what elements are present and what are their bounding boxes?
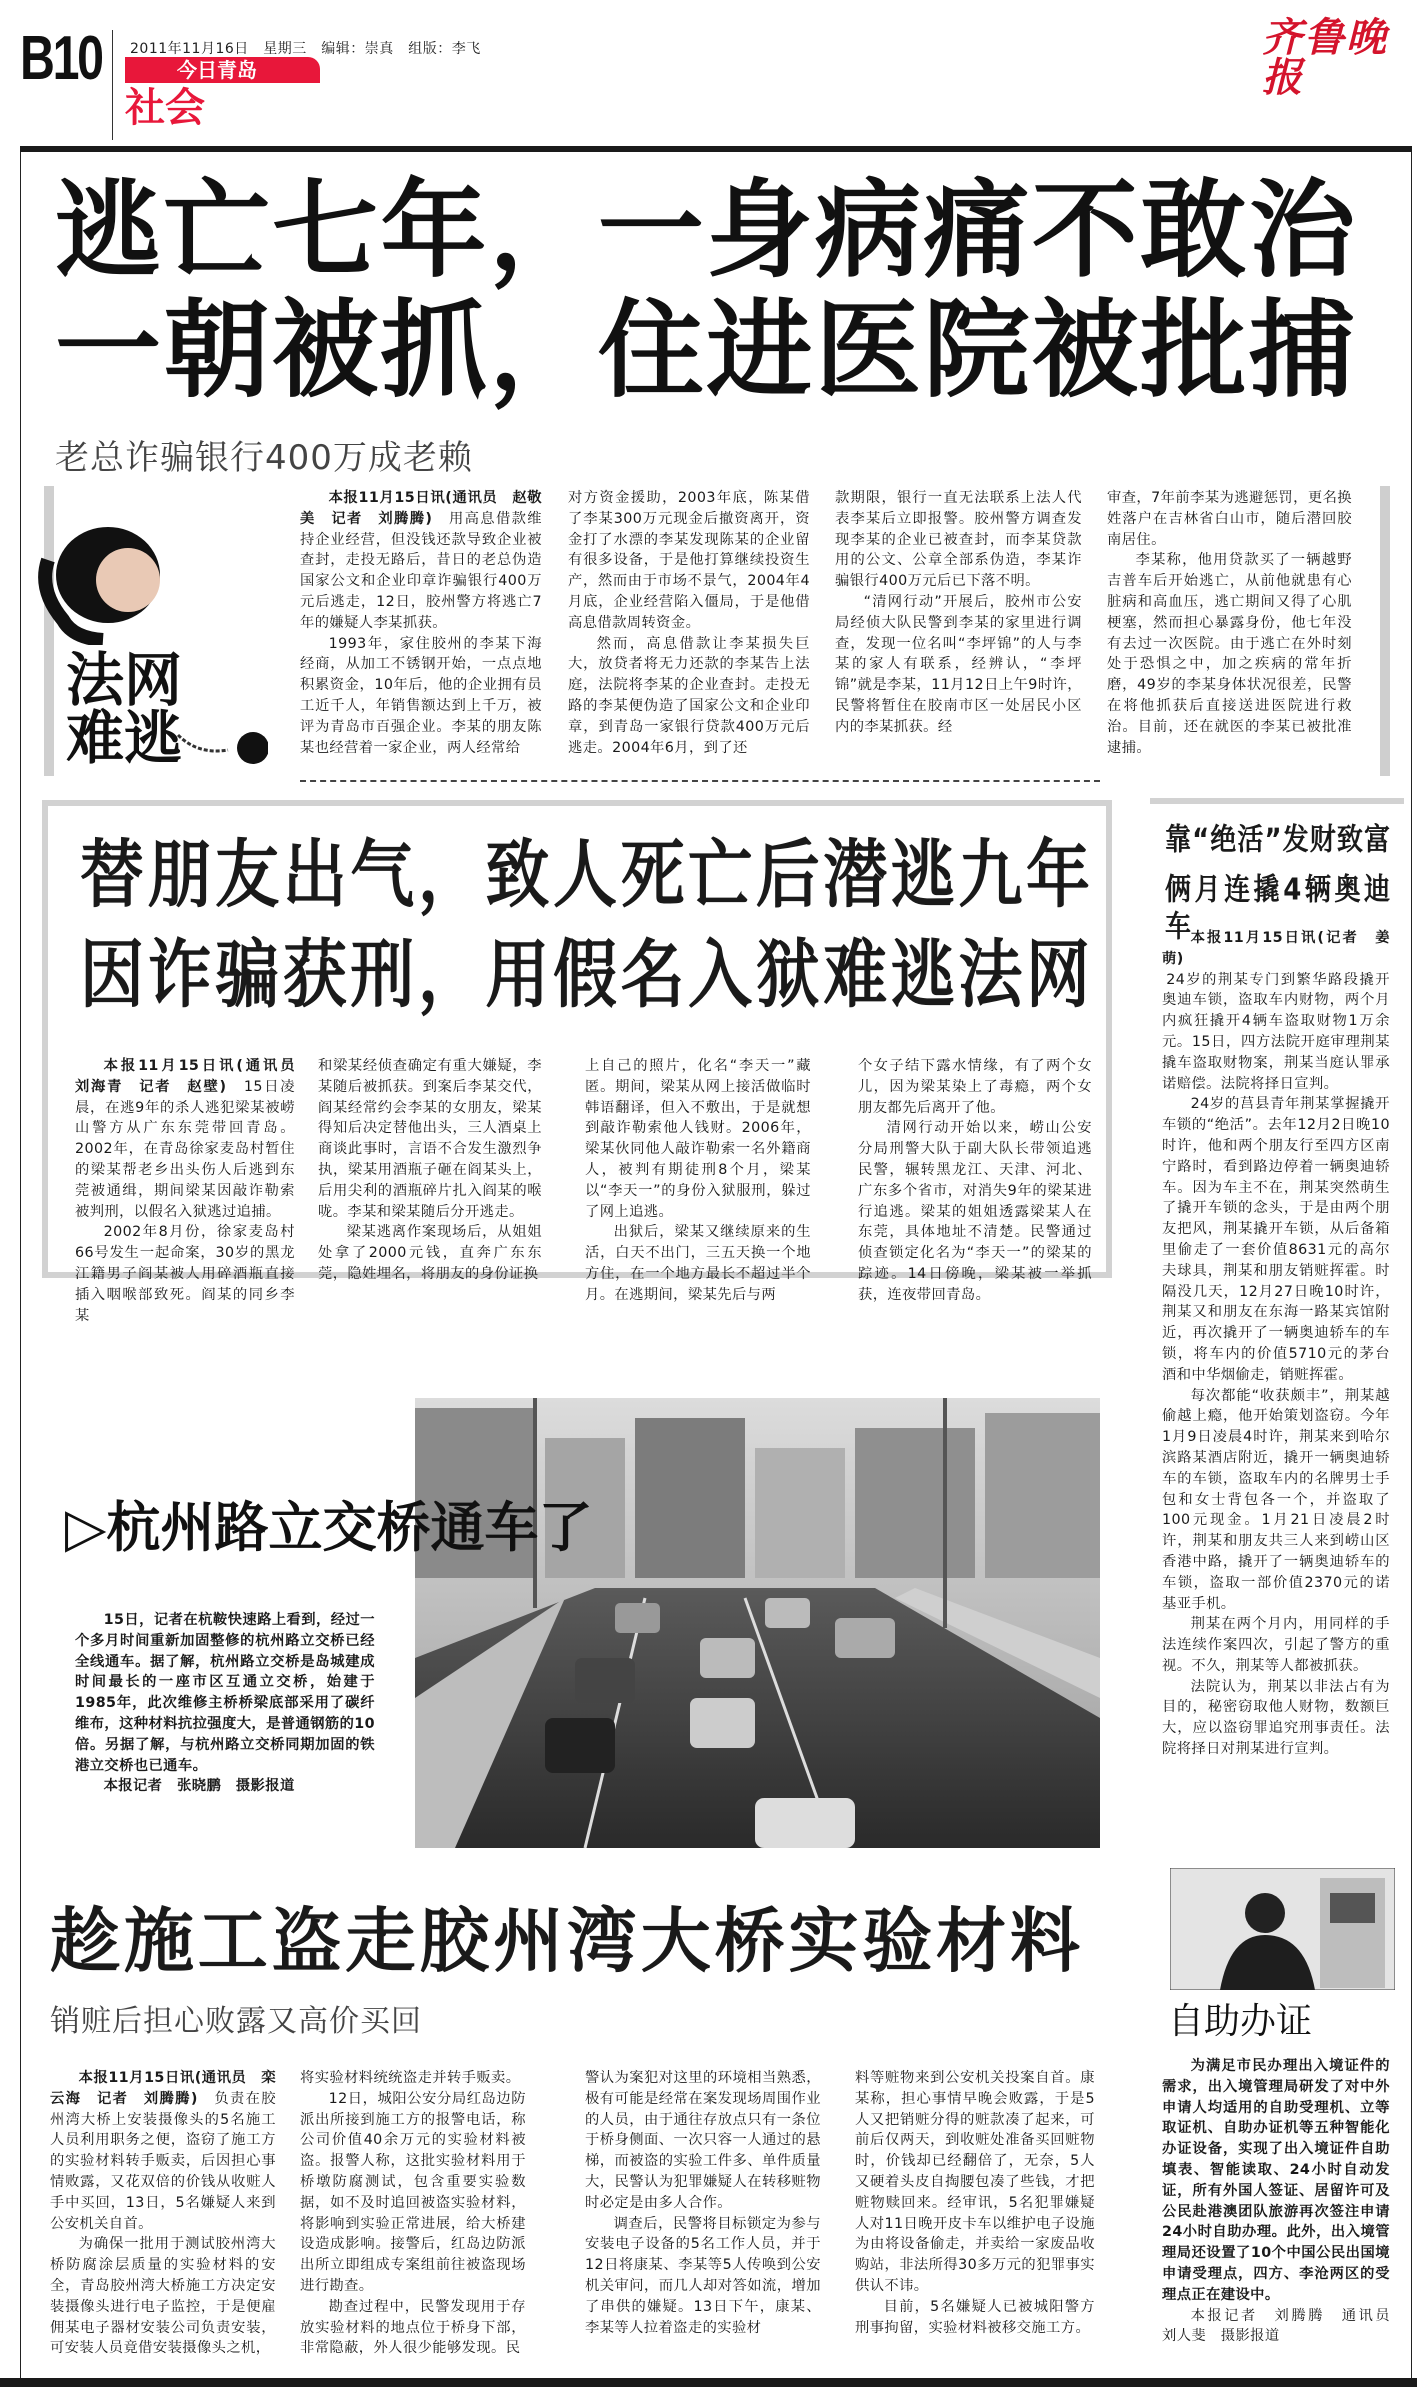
paragraph: 李某称，他用贷款买了一辆越野吉普车后开始逃亡，从前他就患有心脏病和高血压，逃亡期间又得了心肌梗塞，然而担心暴露身份，他七年没有去过一次医院。由于逃亡在外时刻处于恐惧之中，加之疾病的常年折磨，49岁的李某身体状况很差，民警在将他抓获后直接送进医院进行救治。目前，还在就医的李某已被批准逮捕。 [1107, 552, 1352, 756]
svg-text:法网: 法网 [66, 646, 183, 714]
paragraph: 荆某在两个月内，用同样的手法连续作案四次，引起了警方的重视。不久，荆某等人都被抓获。 [1162, 1616, 1390, 1674]
article4-column-1 [50, 2068, 276, 2359]
svg-text:难逃: 难逃 [66, 704, 183, 765]
article1-column-4 [1107, 488, 1352, 758]
article2-column-1 [75, 1056, 310, 1326]
photo-caption: 15日，记者在杭鞍快速路上看到，经过一个多月时间重新加固整修的杭州路立交桥已经全线通车。据了解，杭州路立交桥是岛城建成时间最长的一座市区互通立交桥，始建于1985年，此次维修主桥桥梁底部采用了碳纤维布，这种材料抗拉强度大，是普通钢筋的10倍。另据了解，与杭州路立交桥同期加固的铁港立交桥也已通车。 [75, 1612, 375, 1774]
paragraph: 审查，7年前李某为逃避惩罚，更名换姓落户在吉林省白山市，随后潜回胶南居住。 [1107, 490, 1352, 548]
paragraph: 负责在胶州湾大桥上安装摄像头的5名施工人员利用职务之便，盗窃了施工方的实验材料转手贩卖，后因担心事情败露，又花双倍的价钱从收赃人手中买回，13日，5名嫌疑人来到公安机关自首。 [50, 2090, 276, 2232]
decor-bar-right [1380, 486, 1390, 776]
self-service-title: 自助办证 [1168, 2001, 1313, 2042]
article1-column-1 [300, 488, 542, 758]
paragraph: 然而，高息借款让李某损失巨大，放贷者将无力还款的李某告上法庭，法院将李某的企业查封。走投无路的李某便伪造了国家公文和企业印章，到青岛一家银行贷款400万元后逃走。2004年6月，到了还 [568, 635, 810, 756]
paragraph: 每次都能“收获颇丰”，荆某越偷越上瘾，他开始策划盗窃。今年1月9日凌晨4时许，荆某来到哈尔滨路某酒店附近，撬开一辆奥迪轿车的车锁，盗取车内的名牌男士手包和女士背包各一个，并盗取了100元现金。1月21日凌晨2时许，荆某和朋友共三人来到崂山区香港中路，撬开了一辆奥迪轿车的车锁，盗取一部价值2370元的诺基亚手机。 [1162, 1387, 1390, 1612]
paragraph: 料等赃物来到公安机关投案自首。康某称，担心事情早晚会败露，于是5人又把销赃分得的赃款凑了起来，可前后仅两天，到收赃处准备买回赃物时，价钱却已经翻倍了，无奈，5人又硬着头皮自掏腰包凑了些钱，才把赃物赎回来。经审讯，5名犯罪嫌疑人对11日晚开皮卡车以维护电子设施为由将设备偷走，并卖给一家废品收购站，非法所得30多万元的犯罪事实供认不讳。 [855, 2070, 1095, 2294]
article1-column-2 [568, 488, 810, 758]
paragraph: 12日，城阳公安分局红岛边防派出所接到施工方的报警电话，称公司价值40余万元的实验材料被盗。报警人称，这批实验材料用于桥墩防腐测试，包含重要实验数据，如不及时追回被盗实验材料，将影响到实验正常进展，给大桥建设造成影响。接警后，红岛边防派出所立即组成专案组前往被盗现场进行勘查。 [300, 2090, 526, 2294]
paragraph: 1993年，家住胶州的李某下海经商，从加工不锈钢开始，一点点地积累资金，10年后，他的企业拥有员工近千人，年销售额达到上千万，被评为青岛市百强企业。李某的朋友陈某也经营着一家企业，两人经常给 [300, 635, 542, 756]
paragraph: 目前，5名嫌疑人已被城阳警方刑事拘留，实验材料被移交施工方。 [855, 2298, 1095, 2336]
paragraph: 对方资金援助，2003年底，陈某借了李某300万元现金后撤资离开，资金打了水漂的李某发现陈某的企业留有很多设备，于是他打算继续投资生产，然而由于市场不景气，2004年4月底，企业经营陷入僵局，于是他借高息借款周转资金。 [568, 490, 810, 631]
sidebar-byline: 本报11月15日讯(记者 姜萌) [1162, 930, 1390, 967]
self-service-body [1162, 2056, 1405, 2347]
article1-byline: 本报11月15日讯(通讯员 赵敬美 记者 刘腾腾) [300, 490, 542, 527]
photo-credit: 本报记者 刘腾腾 通讯员 刘人斐 摄影报道 [1162, 2307, 1405, 2345]
article2-headline-line2: 因诈骗获刑，用假名入狱难逃法网 [80, 933, 1090, 1019]
frame-left [20, 152, 21, 2380]
paragraph: 梁某逃离作案现场后，从姐姐处拿了2000元钱，直奔广东东莞，隐姓埋名，将朋友的身份证换 [318, 1224, 542, 1282]
section-divider [300, 780, 1100, 782]
article2-headline-line1: 替朋友出气，致人死亡后潜逃九年 [80, 833, 1090, 919]
article4-byline: 本报11月15日讯(通讯员 栾云海 记者 刘腾腾) [50, 2070, 276, 2107]
paragraph: 出狱后，梁某又继续原来的生活，白天不出门，三五天换一个地方住，在一个地方最长不超过半个月。在逃期间，梁某先后与两 [585, 1224, 811, 1303]
paragraph: 24岁的莒县青年荆某掌握撬开车锁的“绝活”。去年12月2日晚10时许，他和两个朋友行至四方区南宁路时，看到路边停着一辆奥迪轿车。因为车主不在，荆某突然萌生了撬开车锁的念头，于是由两个朋友把风，荆某撬开车锁，从后备箱里偷走了一套价值8631元的高尔夫球具，荆某和朋友销赃挥霍。时隔没几天，12月27日晚10时许，荆某又和朋友在东海一路某宾馆附近，再次撬开了一辆奥迪轿车的车锁，将车内的价值5710元的茅台酒和中华烟偷走，销赃挥霍。 [1162, 1096, 1390, 1383]
photo-story-caption-block [75, 1610, 375, 1797]
section-title: 社会 [125, 85, 205, 131]
article4-column-3 [585, 2068, 821, 2338]
paragraph: 15日凌晨，在逃9年的杀人逃犯梁某被崂山警方从广东东莞带回青岛。2002年，在青岛徐家麦岛村暂住的梁某帮老乡出头伤人后逃到东莞被通缉，期间梁某因敲诈勒索被判刑，以假名入狱逃过追捕。 [75, 1078, 295, 1220]
article1-headline-line2: 一朝被抓，住进医院被批捕 [55, 289, 1355, 412]
paragraph: 清网行动开始以来，崂山公安分局刑警大队于副大队长带领追逃民警，辗转黑龙江、天津、河北、广东多个省市，对消失9年的梁某进行追逃。梁某的姐姐透露梁某人在东莞，具体地址不清楚。民警通过侦查锁定化名为“李天一”的梁某的踪迹。14日傍晚，梁某被一举抓获，连夜带回青岛。 [858, 1120, 1092, 1303]
article1-column-3 [835, 488, 1082, 738]
self-service-photo [1170, 1868, 1395, 1990]
frame-right [1411, 152, 1412, 2380]
article2-byline: 本报11月15日讯(通讯员 刘海青 记者 赵壁) [75, 1058, 310, 1095]
article1-subhead: 老总诈骗银行400万成老赖 [55, 438, 473, 478]
paragraph: 勘查过程中，民警发现用于存放实验材料的地点位于桥身下部，非常隐蔽，外人很少能够发现。民 [300, 2298, 526, 2357]
article4-subhead: 销赃后担心败露又高价买回 [50, 2004, 422, 2039]
header-divider [112, 30, 113, 140]
article4-column-4 [855, 2068, 1095, 2338]
sidebar-headline-line1: 靠“绝活”发财致富 [1165, 823, 1390, 858]
article4-headline: 趁施工盗走胶州湾大桥实验材料 [50, 1900, 1080, 1982]
masthead-logo: 齐鲁晚报 [1262, 14, 1388, 101]
section-tab: 今日青岛 [125, 57, 320, 83]
paragraph: 个女子结下露水情缘，有了两个女儿，因为梁某染上了毒瘾，两个女朋友都先后离开了他。 [858, 1058, 1092, 1116]
paragraph: 款期限，银行一直无法联系上法人代表李某后立即报警。胶州警方调查发现李某的企业已被查封，而李某贷款用的公文、公章全部系伪造，李某诈骗银行400万元后已下落不明。 [835, 490, 1082, 590]
law-net-logo-icon [28, 520, 268, 765]
photo-story-headline: ▷杭州路立交桥通车了 [65, 1496, 593, 1559]
paragraph: 24岁的荆某专门到繁华路段撬开奥迪车锁，盗取车内财物，两个月内疯狂撬开4辆车盗取财物1万余元。15日，四方法院开庭审理荆某撬车盗取财物案，荆某当庭认罪承诺赔偿。法院将择日宣判。 [1162, 971, 1390, 1092]
article4-column-2 [300, 2068, 526, 2359]
sidebar-headline-line2: 俩月连撬4辆奥迪车 [1165, 873, 1390, 945]
article2-column-3 [585, 1056, 811, 1306]
bottom-rule [0, 2378, 1417, 2387]
dateline: 2011年11月16日 星期三 编辑：崇真 组版：李飞 [130, 41, 481, 57]
top-rule [20, 146, 1412, 152]
overpass-photo [415, 1398, 1100, 1848]
paragraph: “清网行动”开展后，胶州市公安局经侦大队民警到李某的家里进行调查，发现一位名叫“李坪锦”的人与李某的家人有联系，经辨认，“李坪锦”就是李某，11月12日上午9时许，民警将暂住在胶南市区一处居民小区内的李某抓获。经 [835, 593, 1082, 735]
sidebar-body [1162, 928, 1390, 1760]
paragraph: 警认为案犯对这里的环境相当熟悉，极有可能是经常在案发现场周围作业的人员，由于通往存放点只有一条位于桥身侧面、一次只容一人通过的悬梯，而被盗的实验工件多、单件质量大，民警认为犯罪嫌疑人在转移赃物时必定是由多人合作。 [585, 2070, 821, 2211]
paragraph: 上自己的照片，化名“李天一”藏匿。期间，梁某从网上接活做临时韩语翻译，但入不敷出，于是就想到敲诈勒索他人钱财。2006年，梁某伙同他人敲诈勒索一名外籍商人，被判有期徒刑8个月，梁某以“李天一”的身份入狱服刑，躲过了网上追逃。 [585, 1058, 811, 1220]
paragraph: 和梁某经侦查确定有重大嫌疑，李某随后被抓获。到案后李某交代，阎某经常约会李某的女朋友，梁某得知后决定替他出头，三人酒桌上商谈此事时，言语不合发生激烈争执，梁某用酒瓶子砸在阎某头上，后用尖利的酒瓶碎片扎入阎某的喉咙。李某和梁某随后分开逃走。 [318, 1058, 542, 1220]
paragraph: 将实验材料统统盗走并转手贩卖。 [300, 2070, 521, 2086]
paragraph: 用高息借款维持企业经营，但没钱还款导致企业被查封，走投无路后，昔日的老总伪造国家公文和企业印章诈骗银行400万元后逃走，12日，胶州警方将逃亡7年的嫌疑人李某抓获。 [300, 510, 542, 631]
paragraph: 为确保一批用于测试胶州湾大桥防腐涂层质量的实验材料的安全，青岛胶州湾大桥施工方决定安装摄像头进行电子监控，于是便雇佣某电子器材安装公司负责安装，可安装人员竟借安装摄像头之机， [50, 2236, 276, 2357]
paragraph: 调查后，民警将目标锁定为参与安装电子设备的5名工作人员，并于12日将康某、李某等5人传唤到公安机关审问，而几人却对答如流，增加了串供的嫌疑。13日下午，康某、李某等人拉着盗走的实验材 [585, 2215, 821, 2336]
page-number: B10 [20, 24, 102, 93]
article1-headline-line1: 逃亡七年，一身病痛不敢治 [55, 169, 1355, 292]
paragraph: 2002年8月份，徐家麦岛村66号发生一起命案，30岁的黑龙江籍男子阎某被人用碎酒瓶直接插入咽喉部致死。阎某的同乡李某 [75, 1224, 295, 1324]
paragraph: 法院认为，荆某以非法占有为目的，秘密窃取他人财物，数额巨大，应以盗窃罪追究刑事责任。法院将择日对荆某进行宣判。 [1162, 1678, 1390, 1758]
article2-column-2 [318, 1056, 542, 1285]
photo-credit: 本报记者 张晓鹏 摄影报道 [103, 1778, 295, 1795]
article2-column-4 [858, 1056, 1092, 1306]
paragraph: 为满足市民办理出入境证件的需求，出入境管理局研发了对中外申请人均适用的自助受理机、立等取证机、自助办证机等五种智能化办证设备，实现了出入境证件自助填表、智能读取、24小时自动发证，所有外国人签证、居留许可及公民赴港澳团队旅游再次签注申请24小时自助办理。此外，出入境管理局还设置了10个中国公民出国境申请受理点，四方、李沧两区的受理点正在建设中。 [1162, 2058, 1390, 2303]
